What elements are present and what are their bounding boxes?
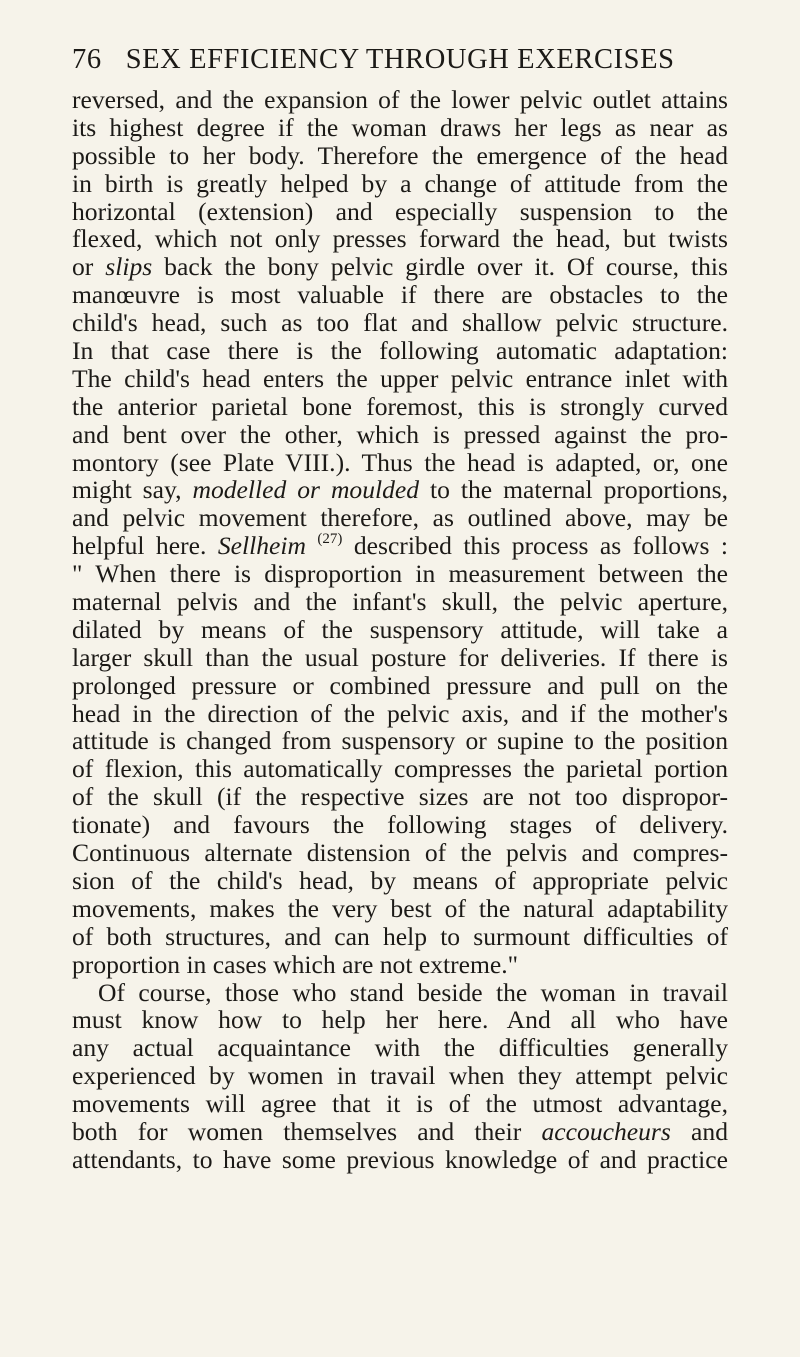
text-line xyxy=(72,309,728,337)
text-line xyxy=(72,616,728,644)
text-run: of flexion, this automatically compresses the parietal portion xyxy=(72,754,728,784)
text-run: " When there is disproportion in measurement between the xyxy=(72,559,728,589)
text-run: Continuous alternate distension of the pelvis and compres- xyxy=(72,838,728,868)
text-line xyxy=(72,142,728,170)
text-run: In that case there is the following automatic adaptation: xyxy=(72,336,728,366)
text-line xyxy=(72,86,728,114)
text-run: reversed, and the expansion of the lower pelvic outlet attains xyxy=(72,85,728,114)
text-run: must know how to help her here. And all who have xyxy=(72,1005,728,1035)
text-run: attitude is changed from suspensory or supine to the position xyxy=(72,726,728,756)
text-line xyxy=(72,755,728,783)
text-line xyxy=(72,783,728,811)
text-run: sion of the child's head, by means of appropriate pelvic xyxy=(72,865,728,895)
text-run: any actual acquaintance with the difficulties generally xyxy=(72,1033,728,1063)
text-line xyxy=(72,1118,728,1146)
text-run: described this process as follows : xyxy=(342,531,728,561)
text-line xyxy=(72,365,728,393)
text-run: and pelvic movement therefore, as outlined above, may be xyxy=(72,503,728,533)
text-line xyxy=(72,532,728,560)
text-line xyxy=(72,198,728,226)
text-run: larger skull than the usual posture for deliveries. If there is xyxy=(72,642,728,672)
text-line xyxy=(72,476,728,504)
text-line xyxy=(72,839,728,867)
text-line xyxy=(72,421,728,449)
italic-text: slips xyxy=(105,252,153,282)
page-number: 76 xyxy=(72,44,102,75)
text-line xyxy=(72,393,728,421)
text-run: flexed, which not only presses forward the head, but twists xyxy=(72,224,728,254)
text-line xyxy=(72,170,728,198)
text-line xyxy=(72,867,728,895)
italic-text: Sellheim xyxy=(217,531,306,561)
text-run: tionate) and favours the following stages of delivery. xyxy=(72,810,728,840)
text-run: or xyxy=(72,252,106,282)
text-line xyxy=(72,672,728,700)
text-run: head in the direction of the pelvic axis, and if the mother's xyxy=(72,698,728,728)
page-header xyxy=(72,44,732,84)
text-line xyxy=(72,644,728,672)
text-run: possible to her body. Therefore the emergence of the head xyxy=(72,140,728,170)
text-run: both for women themselves and their xyxy=(72,1116,542,1146)
footnote-ref: (27) xyxy=(317,531,343,548)
text-line xyxy=(72,1034,728,1062)
text-run: movements will agree that it is of the utmost advantage, xyxy=(72,1089,728,1119)
text-run: might say, xyxy=(72,475,193,505)
text-line xyxy=(72,588,728,616)
text-run: of both structures, and can help to surmount difficulties of xyxy=(72,921,728,951)
text-line xyxy=(72,281,728,309)
text-line xyxy=(72,1062,728,1090)
text-run: montory (see Plate VIII.). Thus the head is adapted, or, one xyxy=(72,447,728,477)
text-run: movements, makes the very best of the natural adaptability xyxy=(72,893,728,923)
text-line xyxy=(72,923,728,951)
text-run: of the skull (if the respective sizes are not too dispropor- xyxy=(72,782,728,812)
text-run: helpful here. xyxy=(72,531,218,561)
text-line xyxy=(72,1006,728,1034)
text-run: its highest degree if the woman draws her legs as near as xyxy=(72,112,728,142)
text-run: in birth is greatly helped by a change of attitude from the xyxy=(72,168,728,198)
text-line xyxy=(72,895,728,923)
italic-text: modelled or moulded xyxy=(192,475,420,505)
text-run: and bent over the other, which is pressed against the pro- xyxy=(72,419,728,449)
text-run: The child's head enters the upper pelvic entrance inlet with xyxy=(72,363,728,393)
text-run xyxy=(306,531,317,560)
text-run: maternal pelvis and the infant's skull, the pelvic aperture, xyxy=(72,587,728,617)
text-line xyxy=(72,504,728,532)
text-line xyxy=(72,449,728,477)
text-line xyxy=(72,979,728,1007)
text-line xyxy=(72,1090,728,1118)
text-line xyxy=(72,253,728,281)
text-run: to the maternal proportions, xyxy=(419,475,728,505)
text-line xyxy=(72,114,728,142)
text-line xyxy=(72,700,728,728)
text-run: horizontal (extension) and especially suspension to the xyxy=(72,196,728,226)
text-line xyxy=(72,951,728,979)
italic-text: accoucheurs xyxy=(541,1116,671,1146)
body-text xyxy=(72,86,728,1174)
text-line xyxy=(72,560,728,588)
text-run: manœuvre is most valuable if there are obstacles to the xyxy=(72,280,728,310)
text-run: back the bony pelvic girdle over it. Of course, this xyxy=(152,252,729,282)
text-line xyxy=(72,1146,728,1174)
running-title: SEX EFFICIENCY THROUGH EXERCISES xyxy=(125,44,675,75)
text-run: experienced by women in travail when they attempt pelvic xyxy=(72,1061,728,1091)
text-line xyxy=(72,811,728,839)
text-run: child's head, such as too flat and shallow pelvic structure. xyxy=(72,308,728,338)
text-line xyxy=(72,727,728,755)
text-run: and xyxy=(670,1116,729,1146)
text-line xyxy=(72,337,728,365)
text-run: attendants, to have some previous knowledge of and practice xyxy=(72,1144,728,1174)
text-run: prolonged pressure or combined pressure and pull on the xyxy=(72,670,728,700)
text-run: dilated by means of the suspensory attitude, will take a xyxy=(72,614,728,644)
text-run: proportion in cases which are not extreme." xyxy=(72,949,519,979)
text-run: Of course, those who stand beside the woman in travail xyxy=(98,977,728,1007)
text-line xyxy=(72,225,728,253)
text-run: the anterior parietal bone foremost, this is strongly curved xyxy=(72,391,728,421)
